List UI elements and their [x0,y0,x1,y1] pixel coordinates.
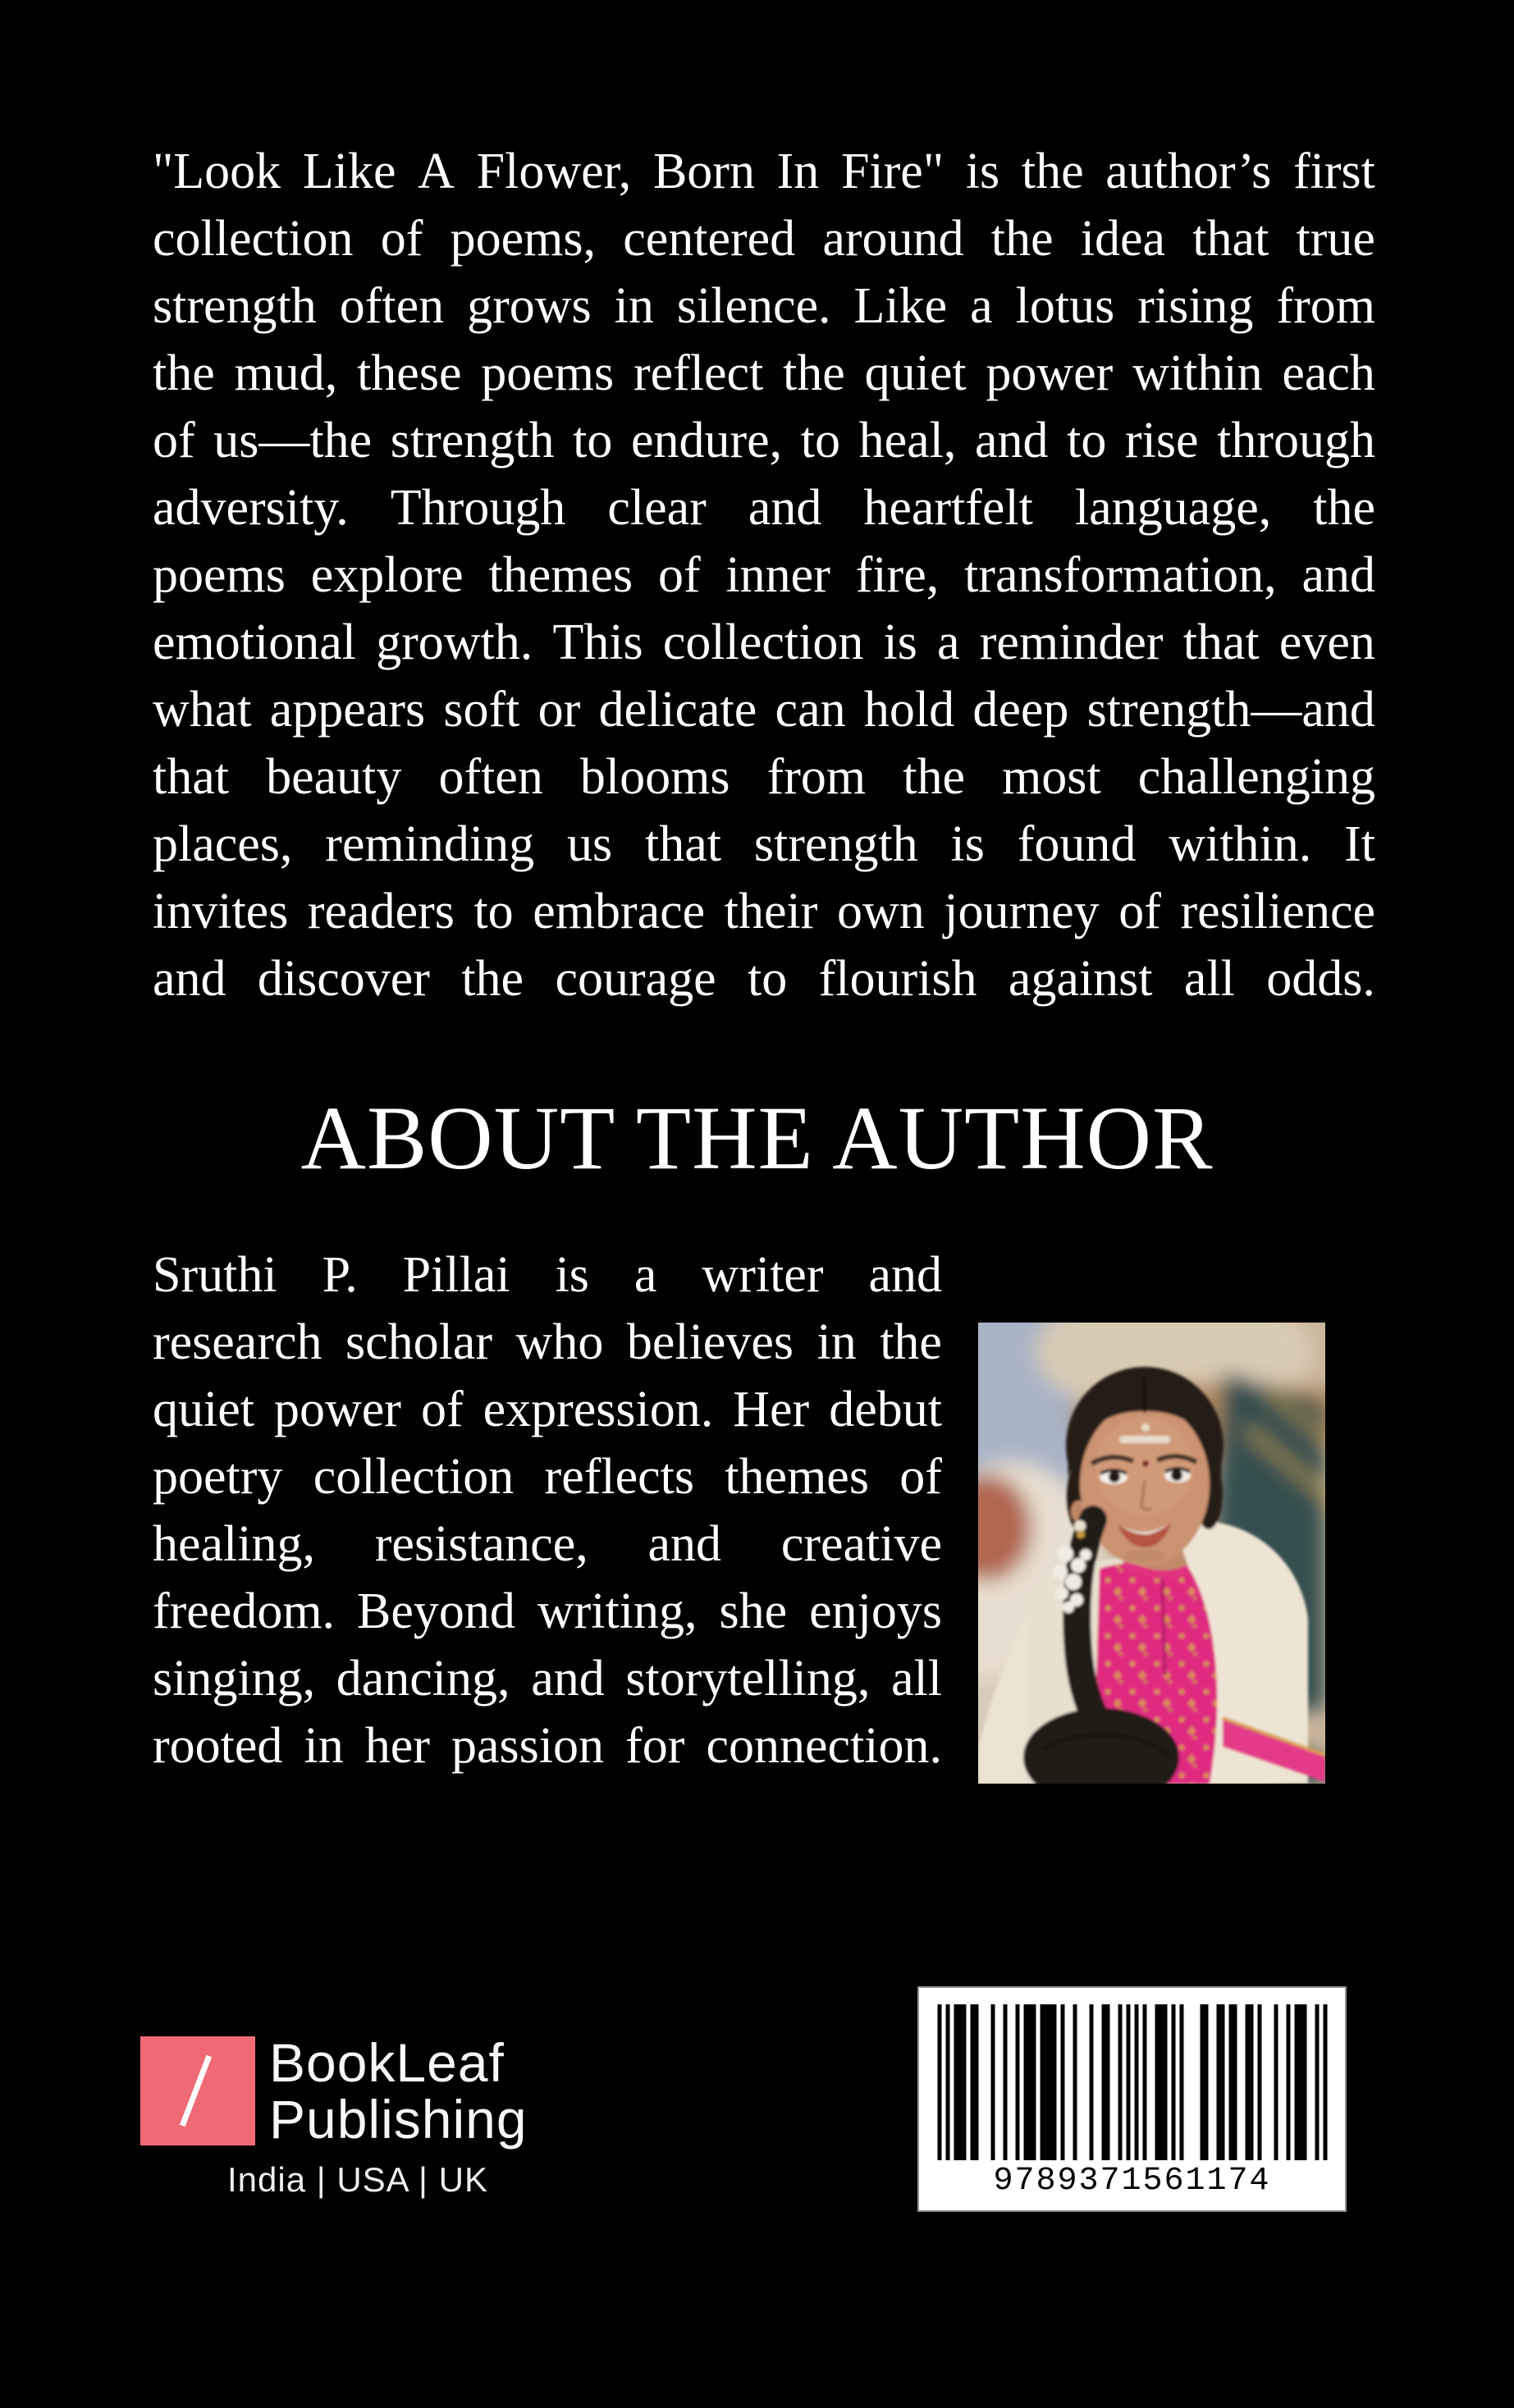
text-line: collection of poems, centered around the idea that true [153,211,1375,267]
publisher-name-line1: BookLeaf [269,2032,505,2093]
text-line: that beauty often blooms from the most challenging [153,749,1375,805]
text-line: singing, dancing, and storytelling, all [153,1651,942,1707]
text-line: places, reminding us that strength is found within. It [153,816,1375,872]
text-line: invites readers to embrace their own journey of resilience [153,884,1375,939]
author-bio [153,1241,942,1780]
text-line: emotional growth. This collection is a reminder that even [153,615,1375,670]
text-line: healing, resistance, and creative [153,1516,942,1572]
publisher-name [269,2032,528,2150]
author-photo [978,1323,1325,1784]
text-line: of us—the strength to endure, to heal, and to rise through [153,413,1375,468]
text-line: strength often grows in silence. Like a lotus rising from [153,278,1375,334]
text-line: poems explore themes of inner fire, transformation, and [153,547,1375,603]
text-line: Sruthi P. Pillai is a writer and [153,1247,942,1303]
text-line: rooted in her passion for connection. [153,1718,942,1774]
isbn-number: 9789371561174 [993,2163,1271,2200]
isbn-barcode [917,1986,1347,2212]
text-line: freedom. Beyond writing, she enjoys [153,1583,942,1639]
publisher-name-line2: Publishing [269,2089,528,2150]
about-the-author-heading: ABOUT THE AUTHOR [300,1088,1214,1188]
slash-icon [180,2055,212,2127]
text-line: poetry collection reflects themes of [153,1449,942,1505]
barcode-bars [937,2004,1327,2160]
publisher-regions: India | USA | UK [227,2160,488,2199]
text-line: research scholar who believes in the [153,1314,942,1370]
text-line: "Look Like A Flower, Born In Fire" is the author’s first [153,144,1375,199]
text-line: and discover the courage to flourish against all odds. [153,951,1375,1007]
book-description [153,138,1375,1012]
publisher-logo [140,2036,255,2145]
text-line: quiet power of expression. Her debut [153,1382,942,1437]
text-line: the mud, these poems reflect the quiet power within each [153,345,1375,401]
text-line: what appears soft or delicate can hold deep strength—and [153,682,1375,738]
text-line: adversity. Through clear and heartfelt language, the [153,480,1375,536]
